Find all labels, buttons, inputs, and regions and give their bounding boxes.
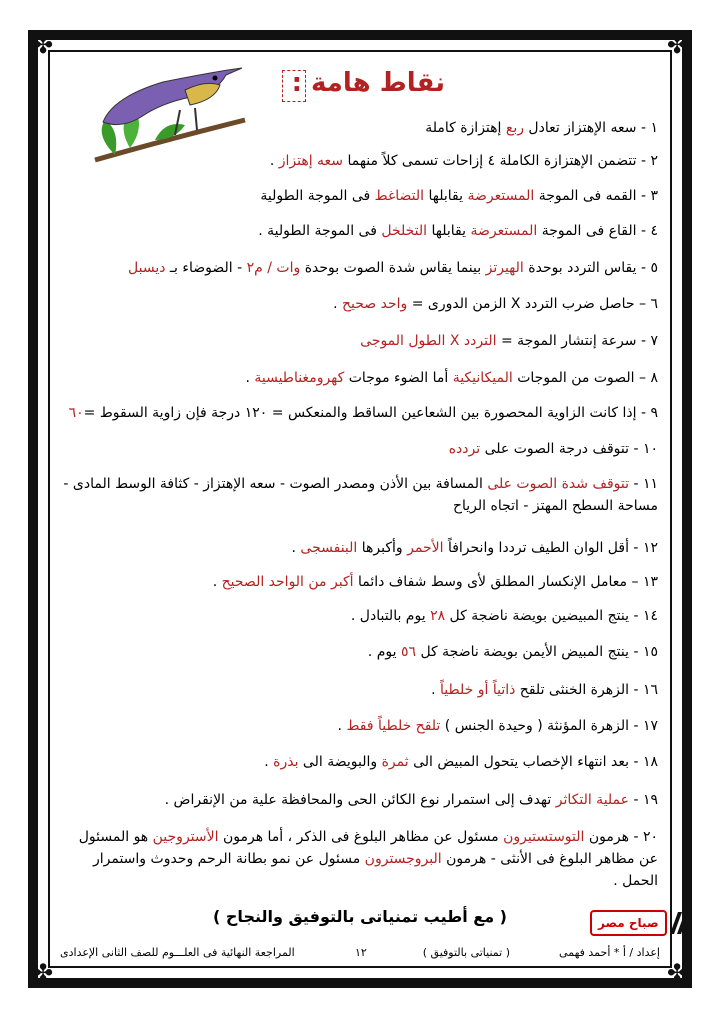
- corner-ornament-icon: ✤: [32, 31, 54, 59]
- item-text: .: [245, 370, 255, 386]
- highlighted-term: ٦٠: [68, 405, 84, 421]
- list-item: [60, 150, 658, 172]
- item-text: .: [333, 296, 342, 312]
- highlighted-term: واحد صحيح: [341, 296, 408, 312]
- item-text: وأكبرها: [357, 540, 408, 556]
- footer-page-number: ١٢: [355, 946, 367, 959]
- page-footer: [60, 946, 660, 970]
- item-text: .: [291, 540, 301, 556]
- item-text: ١٣ – معامل الإنكسار المطلق لأى وسط شفاف دائما: [353, 574, 658, 590]
- item-text: فى الموجة الطولية .: [258, 223, 382, 239]
- item-text: ٢٠ - هرمون: [584, 829, 658, 845]
- list-item: [60, 257, 658, 279]
- item-text: .: [431, 682, 441, 698]
- item-text: ١٨ - بعد انتهاء الإخصاب يتحول المبيض الى: [408, 754, 658, 770]
- item-text: مسئول عن نمو بطانة الرحم وحدوث واستمرار الحمل .: [92, 851, 658, 889]
- list-item: [60, 402, 658, 424]
- highlighted-term: ثمرة: [381, 754, 409, 770]
- item-text: ١٥ - ينتج المبيض الأيمن بويضة ناضجة كل: [416, 644, 658, 660]
- item-text: ٣ - القمه فى الموجة: [534, 188, 658, 204]
- item-text: ٤ - القاع فى الموجة: [537, 223, 658, 239]
- highlighted-term: بذرة: [273, 754, 299, 770]
- item-text: ١٩ -: [629, 792, 658, 808]
- list-item: [60, 220, 658, 242]
- item-text: ٥ - يقاس التردد بوحدة: [523, 260, 658, 276]
- list-item: [60, 438, 658, 460]
- highlighted-term: الميكانيكية: [452, 370, 513, 386]
- item-text: إهتزازة كاملة: [425, 120, 506, 136]
- item-text: ١٦ - الزهرة الخنثى تلقح: [515, 682, 658, 698]
- item-text: .: [264, 754, 274, 770]
- highlighted-term: البروجسترون: [364, 851, 442, 867]
- item-text: ١٠ - تتوقف درجة الصوت على: [480, 441, 658, 457]
- site-logo: [590, 910, 685, 936]
- highlighted-term: ٢٨: [430, 608, 446, 624]
- item-text: أما الضوء موجات: [344, 370, 453, 386]
- highlighted-term: تتوقف شدة الصوت على: [487, 476, 629, 492]
- item-text: ٢ - تتضمن الإهتزازة الكاملة ٤ إزاحات تسمى كلاً منهما: [343, 153, 658, 169]
- highlighted-term: كهرومغناطيسية: [254, 370, 345, 386]
- highlighted-term: المستعرضة: [467, 188, 535, 204]
- list-item: [60, 537, 658, 559]
- highlighted-term: الأحمر: [407, 540, 444, 556]
- list-item: [60, 679, 658, 701]
- item-text: .: [212, 574, 222, 590]
- highlighted-term: ذاتياً أو خلطياً: [440, 682, 516, 698]
- highlighted-term: ديسبل: [128, 260, 166, 276]
- highlighted-term: ٥٦: [400, 644, 416, 660]
- corner-ornament-icon: ✤: [666, 959, 688, 987]
- corner-ornament-icon: ✤: [666, 31, 688, 59]
- item-text: ٦ – حاصل ضرب التردد X الزمن الدورى =: [407, 296, 658, 312]
- highlighted-term: أكبر من الواحد الصحيح: [221, 574, 354, 590]
- corner-ornament-icon: ✤: [32, 959, 54, 987]
- item-text: المسافة بين الأذن ومصدر الصوت - سعه الإهتزاز - كثافة الوسط المادى - مساحة السطح المهتز - اتجاه الرياح: [63, 476, 658, 514]
- item-text: ٨ – الصوت من الموجات: [512, 370, 658, 386]
- list-item: [60, 751, 658, 773]
- list-item: [60, 185, 658, 207]
- item-text: مسئول عن مظاهر البلوغ فى الذكر ، أما هرمون: [218, 829, 504, 845]
- item-text: ١٢ - أقل الوان الطيف ترددا وانحرافاً: [443, 540, 658, 556]
- page-title: نقاط هامة :: [291, 68, 445, 98]
- item-text: .: [337, 718, 347, 734]
- highlighted-term: المستعرضة: [470, 223, 538, 239]
- list-item: [60, 367, 658, 389]
- list-item: [60, 641, 658, 663]
- highlighted-term: التوستستيرون: [503, 829, 585, 845]
- item-text: بينما يقاس شدة الصوت بوحدة: [300, 260, 486, 276]
- footer-subject: المراجعة النهائية فى العلـــوم للصف الثانى الإعدادى: [60, 946, 295, 959]
- item-text: فى الموجة الطولية: [260, 188, 375, 204]
- highlighted-term: تردده: [448, 441, 481, 457]
- list-item: [60, 605, 658, 627]
- list-item: [60, 293, 658, 315]
- item-text: يوم .: [367, 644, 401, 660]
- item-text: ١ - سعه الإهتزاز تعادل: [523, 120, 658, 136]
- list-item: [60, 473, 658, 517]
- list-item: [60, 117, 658, 139]
- highlighted-term: التضاغط: [374, 188, 425, 204]
- highlighted-term: سعه إهتزاز: [278, 153, 344, 169]
- item-text: ٩ - إذا كانت الزاوية المحصورة بين الشعاعين الساقط والمنعكس = ١٢٠ درجة فإن زاوية السقوط =: [83, 405, 658, 421]
- item-text: ١٧ - الزهرة المؤنثة ( وحيدة الجنس ): [440, 718, 658, 734]
- item-text: يقابلها: [424, 188, 468, 204]
- highlighted-term: ربع: [505, 120, 524, 136]
- highlighted-term: التخلخل: [381, 223, 428, 239]
- highlighted-term: وات / م٢: [246, 260, 301, 276]
- item-text: والبويضة الى: [298, 754, 382, 770]
- closing-message: ( مع أطيب تمنياتى بالتوفيق والنجاح ): [213, 907, 507, 926]
- highlighted-term: تلقح خلطياً فقط: [346, 718, 441, 734]
- logo-text: صباح مصر: [590, 910, 667, 936]
- item-text: ٧ - سرعة إنتشار الموجة =: [496, 333, 658, 349]
- item-text: ١٤ - ينتج المبيضين بويضة ناضجة كل: [445, 608, 658, 624]
- item-text: تهدف إلى استمرار نوع الكائن الحى والمحافظة علية من الإنقراض .: [164, 792, 556, 808]
- item-text: يقابلها: [427, 223, 471, 239]
- footer-wishes: ( تمنياتى بالتوفيق ): [422, 946, 510, 959]
- footer-author: إعداد / أ * أحمد فهمى: [559, 946, 660, 959]
- item-text: يوم بالتبادل .: [350, 608, 431, 624]
- list-item: [60, 715, 658, 737]
- list-item: [60, 789, 658, 811]
- item-text: - الضوضاء بـ: [165, 260, 247, 276]
- list-item: [60, 330, 658, 352]
- list-item: [60, 826, 658, 892]
- highlighted-term: عملية التكاثر: [555, 792, 629, 808]
- item-text: ١١ -: [629, 476, 658, 492]
- list-item: [60, 571, 658, 593]
- highlighted-term: التردد X الطول الموجى: [360, 333, 497, 349]
- highlighted-term: الهيرتز: [485, 260, 524, 276]
- item-text: هو المسئول عن مظاهر البلوغ فى الأنثى - هرمون: [78, 829, 658, 867]
- item-text: .: [269, 153, 279, 169]
- highlighted-term: الأستروجين: [152, 829, 219, 845]
- highlighted-term: البنفسجى: [300, 540, 358, 556]
